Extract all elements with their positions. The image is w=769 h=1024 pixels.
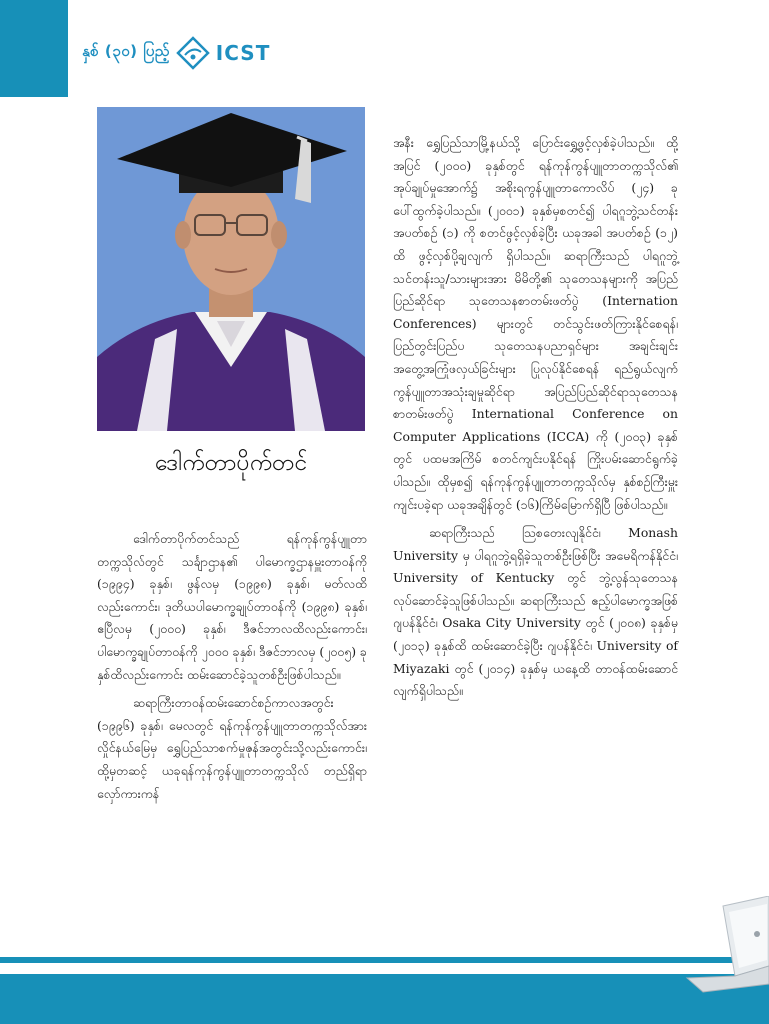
right-paragraph-2: ဆရာကြီးသည် သြစတေးလျနိုင်ငံ၊ Monash University မှ ပါရဂူဘွဲ့ရရှိခဲ့သူတစ်ဦးဖြစ်ပြီး အမေရိကန်နိုင်ငံ၊ University of Kentucky တွင် ဘွဲ့လွန်သုတေသနလုပ်ဆောင်ခဲ့သူဖြစ်ပါသည်။ ဆရာကြီးသည် ဧည့်ပါမောက္ခအဖြစ် ဂျပန်နိုင်ငံ၊ Osaka City University တွင် (၂၀၀၈) ခုနှစ်မှ (၂၀၁၃) ခုနှစ်ထိ ထမ်းဆောင်ခဲ့ပြီး ဂျပန်နိုင်ငံ၊ University of Miyazaki တွင် (၂၀၁၄) ခုနှစ်မှ ယနေ့ထိ တာဝန်ထမ်းဆောင်လျက်ရှိပါသည်။ [393, 525, 678, 699]
portrait-illustration [97, 107, 365, 431]
icst-logo-icon [176, 36, 210, 70]
anniversary-title: နှစ် (၃၀) ပြည့် [82, 42, 170, 60]
corner-color-block [0, 0, 68, 97]
portrait-photo [97, 107, 365, 431]
laptop-icon [683, 896, 769, 996]
right-paragraph-1: အနီး ရွှေပြည်သာမြို့နယ်သို့ ပြောင်းရွှေ့ဖွင့်လှစ်ခဲ့ပါသည်။ ထို့အပြင် (၂၀၀၀) ခုနှစ်တွင် ရန်ကုန်ကွန်ပျူတာတက္ကသိုလ်၏ အုပ်ချုပ်မှုအောက်၌ အစိုးရကွန်ပျူတာကောလိပ် (၂၄) ခု ပေါ်ထွက်ခဲ့ပါသည်။ (၂၀၀၁) ခုနှစ်မှစတင်၍ ပါရဂူဘွဲ့သင်တန်းအပတ်စဉ် (၁) ကို စတင်ဖွင့်လှစ်ခဲ့ပြီး ယခုအခါ အပတ်စဉ် (၁၂) ထိ ဖွင့်လှစ်ပို့ချလျက် ရှိပါသည်။ ဆရာကြီးသည် ပါရဂူဘွဲ့သင်တန်းသူ/သားများအား မိမိတို့၏ သုတေသနများကို အပြည်ပြည်ဆိုင်ရာ သုတေသနစာတမ်းဖတ်ပွဲ (Internation Conferences) များတွင် တင်သွင်းဖတ်ကြားနိုင်စေရန်၊ ပြည်တွင်းပြည်ပ သုတေသနပညာရှင်များ အချင်းချင်း အတွေ့အကြုံဖလှယ်ခြင်းများ ပြုလုပ်နိုင်စေရန် ရည်ရွယ်လျက် ကွန်ပျူတာအသုံးချမှုဆိုင်ရာ အပြည်ပြည်ဆိုင်ရာသုတေသနစာတမ်းဖတ်ပွဲ International Conference on Computer Applications (ICCA) ကို (၂၀၀၃) ခုနှစ်တွင် ပထမအကြိမ် စတင်ကျင်းပနိုင်ရန် ကြိုးပမ်းဆောင်ရွက်ခဲ့ပါသည်။ ထိုမှစ၍ ရန်ကုန်ကွန်ပျူတာတက္ကသိုလ်မှ နှစ်စဉ်ကြီးမှူးကျင်းပခဲ့ရာ ယခုအချိန်တွင် (၁၆)ကြိမ်မြောက်ရှိပြီ ဖြစ်ပါသည်။ [393, 135, 678, 512]
page-header [82, 33, 270, 73]
footer-band [0, 974, 769, 1024]
logo-text: ICST [215, 41, 271, 65]
left-paragraph-1: ဒေါက်တာပိုက်တင်သည် ရန်ကုန်ကွန်ပျူတာတက္ကသိုလ်တွင် သင်္ချာဌာန၏ ပါမောက္ခဌာနမှူးတာဝန်ကို (၁၉၉၄) ခုနှစ်၊ ဖွန်လမှ (၁၉၉၈) ခုနှစ်၊ မတ်လထိလည်းကောင်း၊ ဒုတိယပါမောက္ခချုပ်တာဝန်ကို (၁၉၉၈) ခုနှစ်၊ ဧပြီလမှ (၂၀၀၀) ခုနှစ်၊ ဒီဇင်ဘာလထိလည်းကောင်း၊ ပါမောက္ခချုပ်တာဝန်ကို ၂၀၀၀ ခုနှစ်၊ ဒီဇင်ဘာလမှ (၂၀၀၅) ခုနှစ်ထိလည်းကောင်း ထမ်းဆောင်ခဲ့သူတစ်ဦးဖြစ်ပါသည်။ [97, 531, 367, 682]
left-paragraph-2: ဆရာကြီးတာဝန်ထမ်းဆောင်စဉ်ကာလအတွင်း (၁၉၉၆) ခုနှစ်၊ မေလတွင် ရန်ကုန်ကွန်ပျူတာတက္ကသိုလ်အား လှိုင်နယ်မြေမှ ရွှေပြည်သာစက်မှုဇုန်အတွင်းသို့လည်းကောင်း၊ ထို့မှတဆင့် ယခုရန်ကုန်ကွန်ပျူတာတက္ကသိုလ် တည်ရှိရာ လှော်ကားကန် [97, 695, 367, 801]
left-column [97, 528, 367, 805]
footer-stripe [0, 957, 769, 963]
right-column [393, 132, 678, 703]
photo-caption: ဒေါက်တာပိုက်တင် [154, 450, 308, 476]
